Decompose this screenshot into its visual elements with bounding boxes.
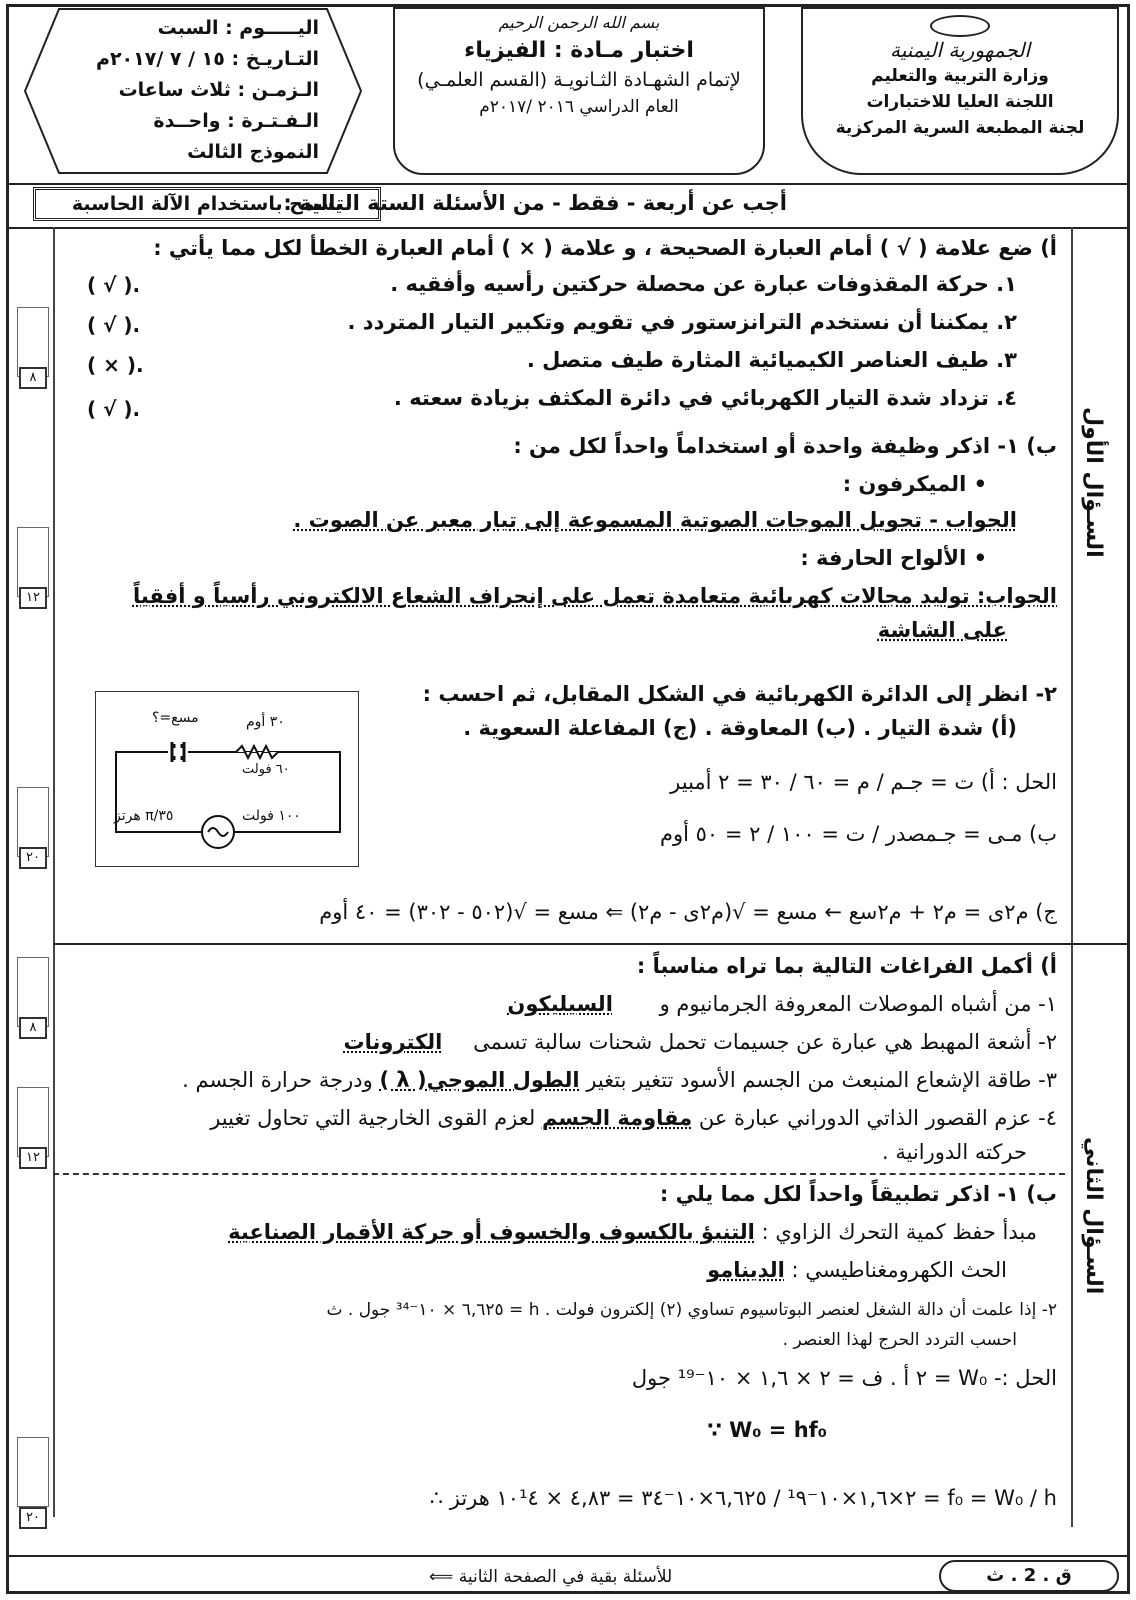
fill-text: ١- من أشباه الموصلات المعروفة الجرمانيوم و xyxy=(659,992,1057,1016)
resistor-label: ٣٠ أوم xyxy=(246,714,285,730)
q1-item: ١. حركة المقذوفات عبارة عن محصلة حركتين رأسيه وأفقيه . xyxy=(390,272,1017,296)
score-box xyxy=(17,1437,49,1507)
q2-solution-3: f₀ = W₀ / h = ٢×١,٦×١٠⁻¹٩ / ٦,٦٢٥×١٠⁻٣٤ = ٤,٨٣ × ١٠¹٤ هرتز ∴ xyxy=(429,1486,1057,1510)
source-voltage: ١٠٠ فولت xyxy=(242,808,301,824)
app-text: مبدأ حفظ كمية التحرك الزاوي : xyxy=(761,1220,1037,1244)
resistor-voltage: ٦٠ فولت xyxy=(242,762,290,777)
q2-a-prompt: أ) أكمل الفراغات التالية بما تراه مناسباً : xyxy=(636,954,1057,978)
fill-blank-4-cont: حركته الدورانية . xyxy=(881,1140,1027,1164)
exam-year: العام الدراسي ٢٠١٦ /٢٠١٧م xyxy=(479,97,679,117)
page-code: ق . 2 . ث xyxy=(939,1560,1119,1592)
q1-a-prompt: أ) ضع علامة ( √ ) أمام العبارة الصحيحة ، و علامة ( × ) أمام العبارة الخطأ لكل مما يأتي : xyxy=(153,236,1057,260)
ministry-line3: لجنة المطبعة السرية المركزية xyxy=(835,118,1085,138)
continued-note: للأسئلة بقية في الصفحة الثانية ⟸ xyxy=(429,1567,673,1587)
application-2 xyxy=(707,1255,1007,1285)
score-value: ٢٠ xyxy=(19,1507,47,1529)
fill-blank-3 xyxy=(182,1065,1057,1095)
source-frequency: ٣٥/π هرتز xyxy=(114,808,174,824)
plates-answer: الجواب: توليد مجالات كهربائية متعامدة تعمل على إنحراف الشعاع الالكتروني رأسياً و أفقياً xyxy=(132,584,1057,608)
fill-text: ٣- طاقة الإشعاع المنبعث من الجسم الأسود تتغير بتغير xyxy=(586,1068,1057,1092)
q1-item-mark: .( √ ) xyxy=(87,273,141,297)
score-value: ٨ xyxy=(19,367,47,389)
q1-b2-prompt: ٢- انظر إلى الدائرة الكهربائية في الشكل المقابل، ثم احسب : xyxy=(422,682,1057,706)
fill-text: لعزم القوى الخارجية التي تحاول تغيير xyxy=(210,1106,536,1130)
exam-subtitle: لإتمام الشهـادة الثـانويـة (القسم العلمـي) xyxy=(417,69,741,91)
exam-info xyxy=(23,7,363,175)
score-value: ١٢ xyxy=(19,587,47,609)
exam-model: النموذج الثالث xyxy=(187,141,319,163)
solution-a: الحل : أ) ت = جـم / م = ٦٠ / ٣٠ = ٢ أمبير xyxy=(670,770,1057,794)
capacitor-label: مسع=؟ xyxy=(152,710,199,726)
ministry-header xyxy=(801,7,1119,175)
q1-b-prompt: ب) ١- اذكر وظيفة واحدة أو استخداماً واحداً لكل من : xyxy=(513,434,1057,458)
exam-title: اختبار مـادة : الفيزياء xyxy=(464,38,694,63)
divider xyxy=(9,227,1127,229)
fill-answer: مقاومة الجسم xyxy=(541,1106,693,1130)
emblem-icon xyxy=(930,15,990,37)
ministry-line2: اللجنة العليا للاختبارات xyxy=(866,92,1054,112)
exam-header xyxy=(393,7,765,175)
q2-solution-2: W₀ = hf₀ ∵ xyxy=(707,1418,827,1442)
fill-answer: الطول الموجي( λ ) xyxy=(379,1068,580,1092)
score-value: ٨ xyxy=(19,1017,47,1039)
q1-b2-parts: (أ) شدة التيار . (ب) المعاوقة . (ج) المفاعلة السعوية . xyxy=(463,716,1017,740)
q2-b2-prompt: ٢- إذا علمت أن دالة الشغل لعنصر البوتاسيوم تساوي (٢) إلكترون فولت . h = ٦,٦٢٥ × ١٠⁻³⁴ جول . ث xyxy=(326,1300,1057,1320)
republic-name: الجمهورية اليمنية xyxy=(889,38,1031,62)
q2-b-prompt: ب) ١- اذكر تطبيقاً واحداً لكل مما يلي : xyxy=(659,1182,1057,1206)
divider xyxy=(9,183,1127,185)
exam-day: اليـــــوم : السبت xyxy=(157,17,319,39)
fill-text: ٤- عزم القصور الذاتي الدوراني عبارة عن xyxy=(698,1106,1057,1130)
fill-text: ودرجة حرارة الجسم . xyxy=(182,1068,373,1092)
exam-date: التـاريـخ : ١٥ / ٧ /٢٠١٧م xyxy=(96,48,319,70)
calculator-note: يسمح باستخدام الآلة الحاسبة xyxy=(33,187,381,221)
question1-label: السـؤال الأول xyxy=(1081,407,1106,558)
plates-answer-cont: على الشاشة xyxy=(877,618,1007,642)
plates-label: • الألواح الحارفة : xyxy=(800,546,987,570)
q1-item-mark: .( √ ) xyxy=(87,397,141,421)
score-column xyxy=(53,227,55,1517)
app-text: الحث الكهرومغناطيسي : xyxy=(791,1258,1007,1282)
question2-label: السـؤال الثاني xyxy=(1081,1137,1106,1295)
question-label-column xyxy=(1071,227,1073,1527)
app-answer: التنبؤ بالكسوف والخسوف أو حركة الأقمار الصناعية xyxy=(228,1220,755,1244)
fill-answer: السيليكون xyxy=(507,992,613,1016)
solution-b: ب) مـى = جـمصدر / ت = ١٠٠ / ٢ = ٥٠ أوم xyxy=(659,822,1057,846)
q1-item: ٢. يمكننا أن نستخدم الترانزستور في تقويم وتكبير التيار المتردد . xyxy=(347,310,1017,334)
mic-answer: الجواب - تحويل الموجات الصوتية المسموعة إلى تيار معبر عن الصوت . xyxy=(293,508,1017,532)
exam-period: الـفـتـرة : واحــدة xyxy=(153,110,319,132)
q1-item: ٣. طيف العناصر الكيميائية المثارة طيف متصل . xyxy=(526,348,1017,372)
q1-item-mark: .( × ) xyxy=(87,353,144,377)
exam-page xyxy=(6,4,1130,1594)
fill-blank-1 xyxy=(507,989,1057,1019)
application-1 xyxy=(228,1217,1037,1247)
mic-label: • الميكرفون : xyxy=(842,472,987,496)
circuit-diagram xyxy=(95,691,359,867)
q1-item-mark: .( √ ) xyxy=(87,313,141,337)
ministry-line1: وزارة التربية والتعليم xyxy=(871,66,1049,86)
score-value: ٢٠ xyxy=(19,847,47,869)
fill-text: ٢- أشعة المهبط هي عبارة عن جسيمات تحمل شحنات سالبة تسمى xyxy=(473,1030,1057,1054)
exam-duration: الـزمـن : ثلاث ساعات xyxy=(118,79,319,101)
circuit-drawing xyxy=(96,692,358,866)
footer-divider xyxy=(9,1555,1127,1557)
section-divider xyxy=(53,1173,1065,1175)
basmala: بسم الله الرحمن الرحيم xyxy=(498,13,660,32)
q2-solution-1: الحل :- W₀ = ٢ أ . ف = ٢ × ١,٦ × ١٠⁻¹⁹ جول xyxy=(631,1366,1057,1390)
q1-item: ٤. تزداد شدة التيار الكهربائي في دائرة المكثف بزيادة سعته . xyxy=(393,386,1017,410)
question-divider xyxy=(53,943,1127,945)
app-answer: الدينامو xyxy=(707,1258,785,1282)
fill-answer: الكترونات xyxy=(343,1030,443,1054)
solution-c: ج) م٢ى = م٢ + م٢سع ← مسع = √(م٢ى - م٢) ⇐ مسع = √(٥٠٢ - ٣٠٢) = ٤٠ أوم xyxy=(319,900,1057,924)
instruction-text: أجب عن أربعة - فقط - من الأسئلة الستة التالية : xyxy=(283,191,787,215)
fill-blank-4 xyxy=(210,1103,1057,1133)
q2-b2-prompt-cont: احسب التردد الحرج لهذا العنصر . xyxy=(782,1330,1017,1350)
fill-blank-2 xyxy=(344,1027,1057,1057)
score-value: ١٢ xyxy=(19,1147,47,1169)
